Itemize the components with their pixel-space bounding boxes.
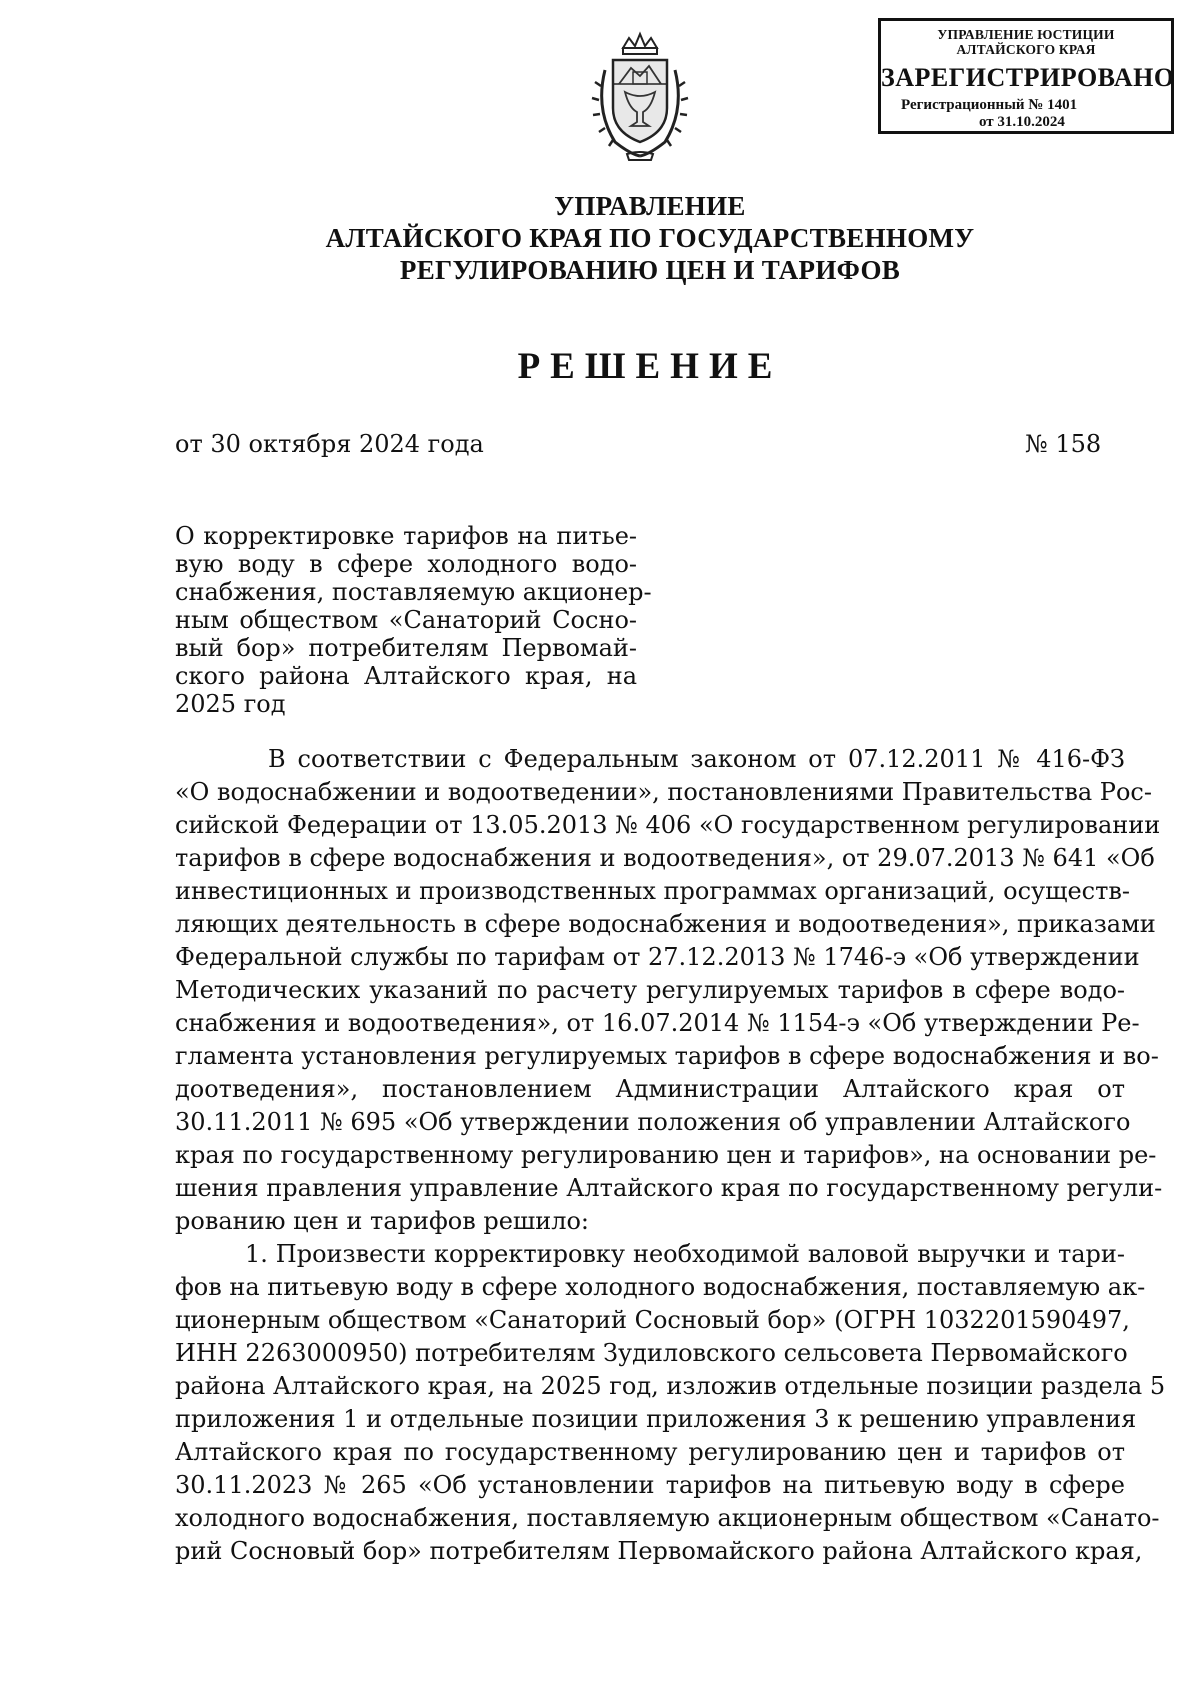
body-line: тарифов в сфере водоснабжения и водоотведения», от 29.07.2013 № 641 «Об [175,844,1155,872]
body-line: района Алтайского края, на 2025 год, изложив отдельные позиции раздела 5 [175,1372,1166,1400]
subject-line: ского района Алтайского края, на [175,662,637,690]
body-line: Федеральной службы по тарифам от 27.12.2013 № 1746-э «Об утверждении [175,943,1140,971]
body-line: Алтайского края по государственному регулированию цен и тарифов от [175,1438,1125,1466]
body-line: 30.11.2011 № 695 «Об утверждении положения об управлении Алтайского [175,1108,1131,1136]
body-line: В соответствии с Федеральным законом от 07.12.2011 № 416-ФЗ [268,745,1125,773]
body-line: 30.11.2023 № 265 «Об установлении тарифов на питьевую воду в сфере [175,1471,1125,1499]
body-line: рованию цен и тарифов решило: [175,1207,590,1235]
body-line: рий Сосновый бор» потребителям Первомайского района Алтайского края, [175,1537,1143,1565]
body-line: доотведения», постановлением Администрации Алтайского края от [175,1075,1125,1103]
stamp-org-line: АЛТАЙСКОГО КРАЯ [956,42,1096,57]
subject-line: О корректировке тарифов на питье- [175,522,637,550]
body-line: ционерным обществом «Санаторий Сосновый бор» (ОГРН 1032201590497, [175,1306,1130,1334]
subject-line: ным обществом «Санаторий Сосно- [175,606,637,634]
stamp-reg-number: Регистрационный № 1401 [901,97,1078,113]
agency-heading-line: УПРАВЛЕНИЕ [554,191,746,221]
body-line: Методических указаний по расчету регулируемых тарифов в сфере водо- [175,976,1125,1004]
preamble-paragraph [175,743,1163,1238]
body-line: 1. Произвести корректировку необходимой валовой выручки и тари- [245,1240,1125,1268]
stamp-reg-date: от 31.10.2024 [979,114,1065,130]
body-line: ИНН 2263000950) потребителям Зудиловского сельсовета Первомайского [175,1339,1128,1367]
decision-date: от 30 октября 2024 года [175,430,484,458]
body-line: гламента установления регулируемых тарифов в сфере водоснабжения и во- [175,1042,1159,1070]
body-line: инвестиционных и производственных программах организаций, осуществ- [175,877,1131,905]
agency-heading [200,190,1100,286]
altai-krai-coat-of-arms-icon [585,30,695,162]
body-line: «О водоснабжении и водоотведении», постановлениями Правительства Рос- [175,778,1152,806]
registration-stamp [878,18,1174,134]
subject-line: вую воду в сфере холодного водо- [175,550,637,578]
decision-body [175,743,1166,1568]
body-line: фов на питьевую воду в сфере холодного водоснабжения, поставляемую ак- [175,1273,1146,1301]
agency-heading-line: РЕГУЛИРОВАНИЮ ЦЕН И ТАРИФОВ [399,255,901,285]
body-line: снабжения и водоотведения», от 16.07.2014 № 1154-э «Об утверждении Ре- [175,1009,1140,1037]
subject-line: вый бор» потребителям Первомай- [175,634,637,662]
body-line: приложения 1 и отдельные позиции приложения 3 к решению управления [175,1405,1137,1433]
decision-subject [175,522,652,718]
stamp-registered-label: ЗАРЕГИСТРИРОВАНО [881,63,1175,92]
document-type-title: РЕШЕНИЕ [517,346,783,387]
clause-1-paragraph [175,1238,1166,1568]
body-line: края по государственному регулированию цен и тарифов», на основании ре- [175,1141,1157,1169]
subject-line: снабжения, поставляемую акционер- [175,578,652,606]
agency-heading-line: АЛТАЙСКОГО КРАЯ ПО ГОСУДАРСТВЕННОМУ [325,223,975,253]
body-line: ляющих деятельность в сфере водоснабжения и водоотведения», приказами [175,910,1156,938]
body-line: холодного водоснабжения, поставляемую акционерным обществом «Санато- [175,1504,1160,1532]
subject-line: 2025 год [175,690,286,718]
decision-number: № 158 [1025,430,1102,458]
stamp-org-line: УПРАВЛЕНИЕ ЮСТИЦИИ [937,27,1115,42]
body-line: шения правления управление Алтайского края по государственному регули- [175,1174,1163,1202]
body-line: сийской Федерации от 13.05.2013 № 406 «О государственном регулировании [175,811,1161,839]
